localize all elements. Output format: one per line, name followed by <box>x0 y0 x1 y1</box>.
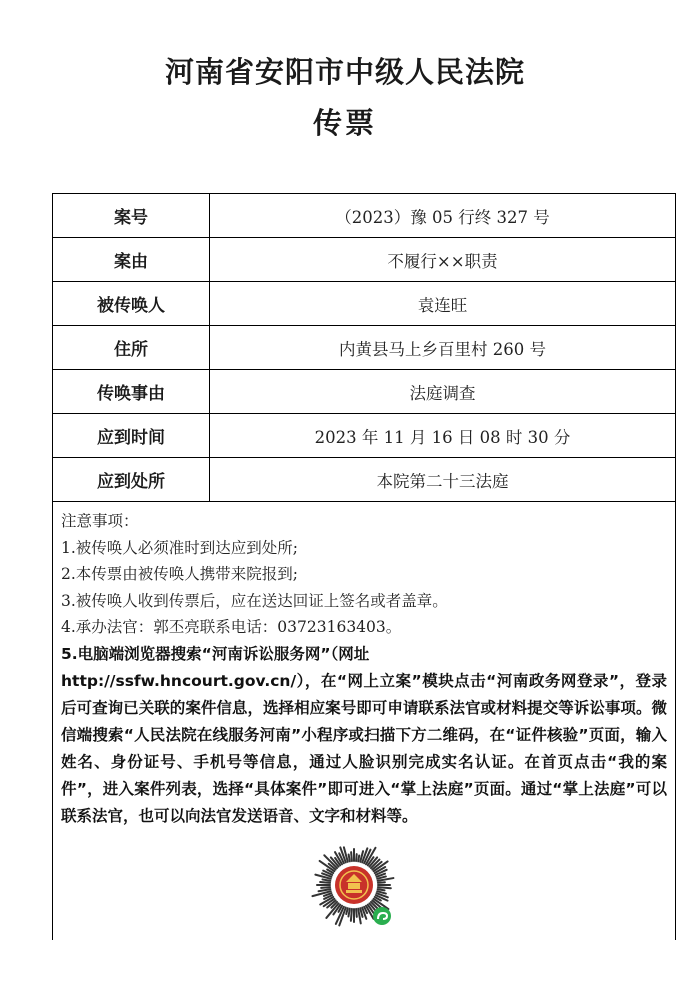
case-number-value: （2023）豫 05 行终 327 号 <box>210 194 676 238</box>
address-label: 住所 <box>53 326 210 370</box>
online-service-first-line: 5.电脑端浏览器搜索“河南诉讼服务网”（网址 <box>61 644 370 663</box>
appearance-time-value: 2023 年 11 月 16 日 08 时 30 分 <box>210 414 676 458</box>
summoned-person-value: 袁连旺 <box>210 282 676 326</box>
summons-table <box>52 193 676 940</box>
table-row-summons-reason <box>53 370 676 414</box>
note-item-judge-contact: 4.承办法官：郭丕亮联系电话：03723163403。 <box>61 618 402 636</box>
document-title: 传票 <box>312 106 377 140</box>
note-item: 3.被传唤人收到传票后，应在送达回证上签名或者盖章。 <box>61 591 448 610</box>
wechat-badge-icon <box>373 907 391 925</box>
summons-reason-label: 传唤事由 <box>53 370 210 414</box>
notes-heading: 注意事项： <box>61 512 139 530</box>
court-name: 河南省安阳市中级人民法院 <box>164 55 525 89</box>
summons-reason-value: 法庭调查 <box>210 370 676 414</box>
qr-area <box>61 840 667 940</box>
cause-value: 不履行××职责 <box>210 238 676 282</box>
appearance-time-label: 应到时间 <box>53 414 210 458</box>
table-row-appearance-place <box>53 458 676 502</box>
appearance-place-label: 应到处所 <box>53 458 210 502</box>
note-item: 1.被传唤人必须准时到达应到处所; <box>61 538 299 557</box>
address-value: 内黄县马上乡百里村 260 号 <box>210 326 676 370</box>
table-row-case-number <box>53 194 676 238</box>
note-item-online-service <box>61 641 667 830</box>
table-row-notes <box>53 502 676 940</box>
table-row-summoned-person <box>53 282 676 326</box>
summoned-person-label: 被传唤人 <box>53 282 210 326</box>
wechat-mini-program-qr-icon[interactable] <box>309 840 399 936</box>
court-emblem-icon <box>335 866 373 904</box>
case-number-label: 案号 <box>53 194 210 238</box>
table-row-appearance-time <box>53 414 676 458</box>
notes-cell <box>53 502 676 940</box>
note-item: 2.本传票由被传唤人携带来院报到; <box>61 565 299 583</box>
cause-label: 案由 <box>53 238 210 282</box>
table-row-cause <box>53 238 676 282</box>
table-row-address <box>53 326 676 370</box>
online-service-instructions: http://ssfw.hncourt.gov.cn/），在“网上立案”模块点击“河南政务网登录”，登录后可查询已关联的案件信息，选择相应案号即可申请联系法官或材料提交等诉讼事项。微信端搜索“人民法院在线服务河南”小程序或扫描下方二维码，在“证件核验”页面，输入姓名、身份证号、手机号等信息，通过人脸识别完成实名认证。在首页点击“我的案件”，进入案件列表，选择“具体案件”即可进入“掌上法庭”页面。通过“掌上法庭”可以联系法官，也可以向法官发送语音、文字和材料等。 <box>61 671 667 825</box>
appearance-place-value: 本院第二十三法庭 <box>210 458 676 502</box>
